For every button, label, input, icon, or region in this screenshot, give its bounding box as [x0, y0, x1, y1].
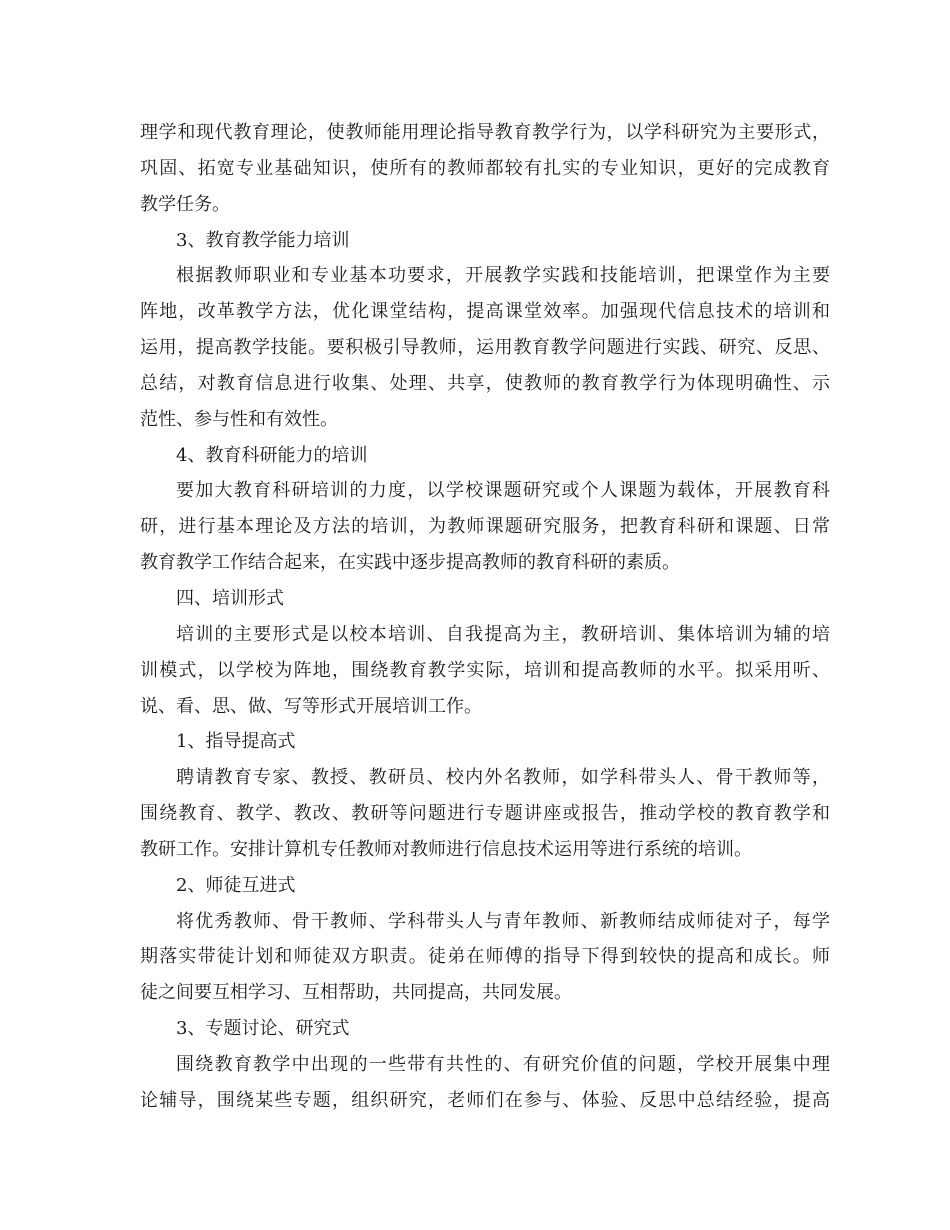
section-heading: 2、师徒互进式 [176, 874, 296, 896]
text-line: 说、看、思、做、写等形式开展培训工作。 [140, 695, 482, 717]
section-heading: 1、指导提高式 [176, 731, 296, 753]
section-heading: 3、专题讨论、研究式 [176, 1018, 350, 1040]
text-line: 巩固、拓宽专业基础知识，使所有的教师都较有扎实的专业知识，更好的完成教育 [140, 157, 830, 179]
text-line: 围绕教育、教学、教改、教研等问题进行专题讲座或报告，推动学校的教育教学和 [140, 803, 830, 825]
text-line: 徒之间要互相学习、互相帮助，共同提高，共同发展。 [140, 982, 572, 1004]
text-line: 聘请教育专家、教授、教研员、校内外名教师，如学科带头人、骨干教师等， [176, 767, 830, 789]
text-line: 要加大教育科研培训的力度，以学校课题研究或个人课题为载体，开展教育科 [176, 480, 830, 502]
text-line: 教育教学工作结合起来，在实践中逐步提高教师的教育科研的素质。 [140, 552, 680, 574]
text-line: 围绕教育教学中出现的一些带有共性的、有研究价值的问题，学校开展集中理 [176, 1053, 830, 1075]
text-line: 阵地，改革教学方法，优化课堂结构，提高课堂效率。加强现代信息技术的培训和 [140, 301, 830, 323]
section-heading: 4、教育科研能力的培训 [176, 444, 368, 466]
text-line: 根据教师职业和专业基本功要求，开展教学实践和技能培训，把课堂作为主要 [176, 265, 830, 287]
text-line: 理学和现代教育理论，使教师能用理论指导教育教学行为，以学科研究为主要形式， [140, 122, 830, 143]
text-line: 将优秀教师、骨干教师、学科带头人与青年教师、新教师结成师徒对子，每学 [176, 910, 830, 932]
text-line: 研，进行基本理论及方法的培训，为教师课题研究服务，把教育科研和课题、日常 [140, 516, 830, 538]
text-line: 期落实带徒计划和师徒双方职责。徒弟在师傅的指导下得到较快的提高和成长。师 [140, 946, 830, 968]
text-line: 论辅导，围绕某些专题，组织研究，老师们在参与、体验、反思中总结经验，提高 [140, 1089, 830, 1111]
text-line: 培训的主要形式是以校本培训、自我提高为主，教研培训、集体培训为辅的培 [176, 623, 830, 645]
text-line: 训模式，以学校为阵地，围绕教育教学实际，培训和提高教师的水平。拟采用听、 [140, 659, 830, 681]
text-line: 总结，对教育信息进行收集、处理、共享，使教师的教育教学行为体现明确性、示 [140, 372, 830, 394]
section-heading: 四、培训形式 [176, 587, 284, 609]
text-line: 运用，提高教学技能。要积极引导教师，运用教育教学问题进行实践、研究、反思、 [140, 337, 830, 359]
text-line: 范性、参与性和有效性。 [140, 408, 338, 430]
section-heading: 3、教育教学能力培训 [176, 229, 350, 251]
text-line: 教研工作。安排计算机专任教师对教师进行信息技术运用等进行系统的培训。 [140, 838, 752, 860]
document-body [140, 115, 830, 1119]
text-line: 教学任务。 [140, 193, 230, 215]
